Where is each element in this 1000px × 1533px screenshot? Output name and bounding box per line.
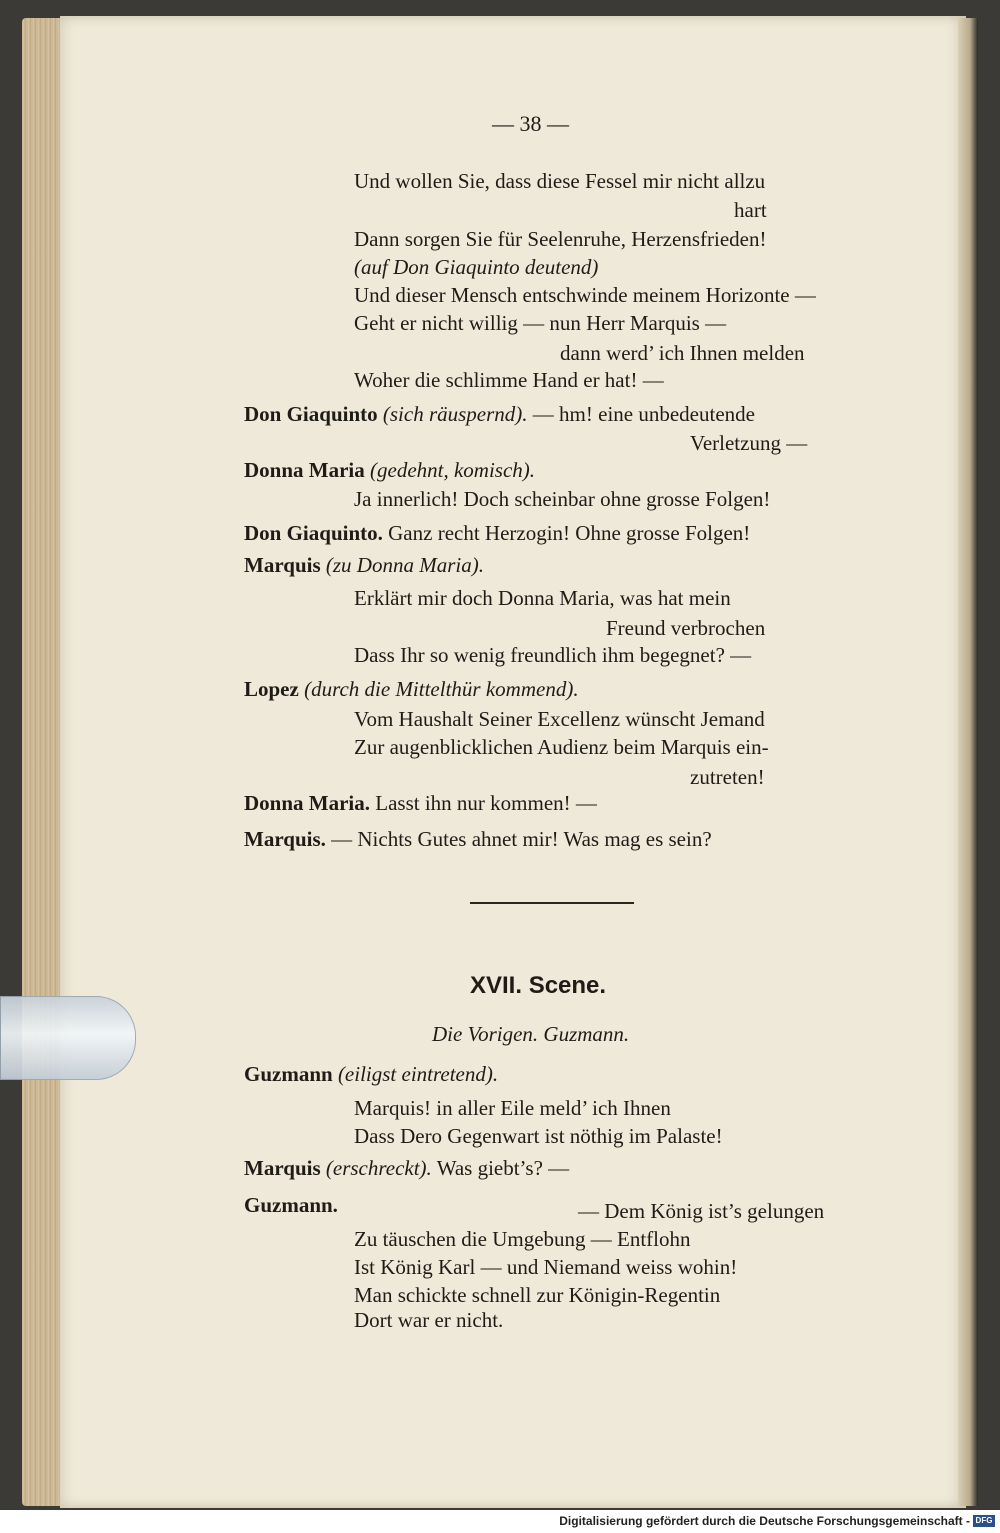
verse-line: Dass Dero Gegenwart ist nöthig im Palaste! <box>354 1124 723 1148</box>
dialogue-line <box>244 552 484 578</box>
speaker-name: Marquis <box>244 1156 321 1180</box>
speaker-name: Guzmann <box>244 1062 333 1086</box>
stage-direction: (eiligst eintretend). <box>337 1062 499 1086</box>
speaker-name: Lopez <box>244 677 299 701</box>
verse-line: Man schickte schnell zur Königin-Regentin <box>354 1283 721 1307</box>
verse-text: Lasst ihn nur kommen! — <box>375 791 597 815</box>
dialogue-line <box>244 1061 498 1087</box>
verse-text: — Nichts Gutes ahnet mir! Was mag es sein? <box>331 827 712 851</box>
verse-line: Freund verbrochen <box>606 616 766 640</box>
verse-line: — Dem König ist’s gelungen <box>578 1199 825 1223</box>
verse-line: Woher die schlimme Hand er hat! — <box>354 368 664 392</box>
verse-line: Verletzung — <box>690 431 808 455</box>
verse-line: dann werd’ ich Ihnen melden <box>560 341 805 365</box>
verse-line: Erklärt mir doch Donna Maria, was hat mein <box>354 586 731 610</box>
speaker-name: Marquis <box>244 553 321 577</box>
verse-line: Und dieser Mensch entschwinde meinem Horizonte — <box>354 283 816 307</box>
stage-direction: (durch die Mittelthür kommend). <box>304 677 579 701</box>
verse-line: Ja innerlich! Doch scheinbar ohne grosse Folgen! <box>354 487 771 511</box>
stage-direction: (erschreckt). <box>325 1156 432 1180</box>
dialogue-line <box>244 401 755 427</box>
verse-text: — hm! eine unbedeutende <box>532 402 755 426</box>
dialogue-line <box>244 457 535 483</box>
speaker-name: Marquis. <box>244 827 326 851</box>
dialogue-line <box>244 1155 569 1181</box>
dfg-logo: DFG <box>973 1515 995 1527</box>
verse-line: Zur augenblicklichen Audienz beim Marquis ein- <box>354 735 769 759</box>
verse-line: Dann sorgen Sie für Seelenruhe, Herzensfrieden! <box>354 227 767 251</box>
verse-line: Marquis! in aller Eile meld’ ich Ihnen <box>354 1096 671 1120</box>
thumb-clip <box>0 996 136 1080</box>
verse-line: hart <box>734 198 767 222</box>
footer-credit: Digitalisierung gefördert durch die Deutsche Forschungsgemeinschaft - <box>559 1514 970 1528</box>
verse-line: Geht er nicht willig — nun Herr Marquis — <box>354 311 727 335</box>
dialogue-line <box>244 676 579 702</box>
speaker-name: Don Giaquinto <box>244 402 378 426</box>
stage-direction: (zu Donna Maria). <box>325 553 484 577</box>
page-number: — 38 — <box>492 111 569 136</box>
verse-line: Dort war er nicht. <box>354 1308 504 1332</box>
speaker-name: Donna Maria <box>244 458 365 482</box>
scene-divider <box>470 902 634 904</box>
speaker-name: Don Giaquinto. <box>244 521 383 545</box>
stage-direction: (gedehnt, komisch). <box>370 458 536 482</box>
verse-text: Was giebt’s? — <box>436 1156 570 1180</box>
verse-line: Vom Haushalt Seiner Excellenz wünscht Jemand <box>354 707 765 731</box>
stage-direction: (auf Don Giaquinto deutend) <box>354 255 599 279</box>
stage-direction: (sich räuspernd). <box>382 402 528 426</box>
verse-line: Und wollen Sie, dass diese Fessel mir nicht allzu <box>354 169 766 193</box>
verse-line: Ist König Karl — und Niemand weiss wohin! <box>354 1255 738 1279</box>
dialogue-line <box>244 826 712 852</box>
verse-line: Dass Ihr so wenig freundlich ihm begegnet? — <box>354 643 752 667</box>
scene-heading: XVII. Scene. <box>470 972 607 999</box>
gutter-shadow <box>958 18 978 1506</box>
dialogue-line <box>244 790 597 816</box>
speaker-name: Guzmann. <box>244 1193 338 1217</box>
verse-text: Ganz recht Herzogin! Ohne grosse Folgen! <box>388 521 751 545</box>
scene-cast: Die Vorigen. Guzmann. <box>432 1022 630 1046</box>
verse-line: Zu täuschen die Umgebung — Entflohn <box>354 1227 691 1251</box>
speaker-name: Donna Maria. <box>244 791 370 815</box>
verse-line: zutreten! <box>690 765 765 789</box>
dialogue-line <box>244 520 750 546</box>
